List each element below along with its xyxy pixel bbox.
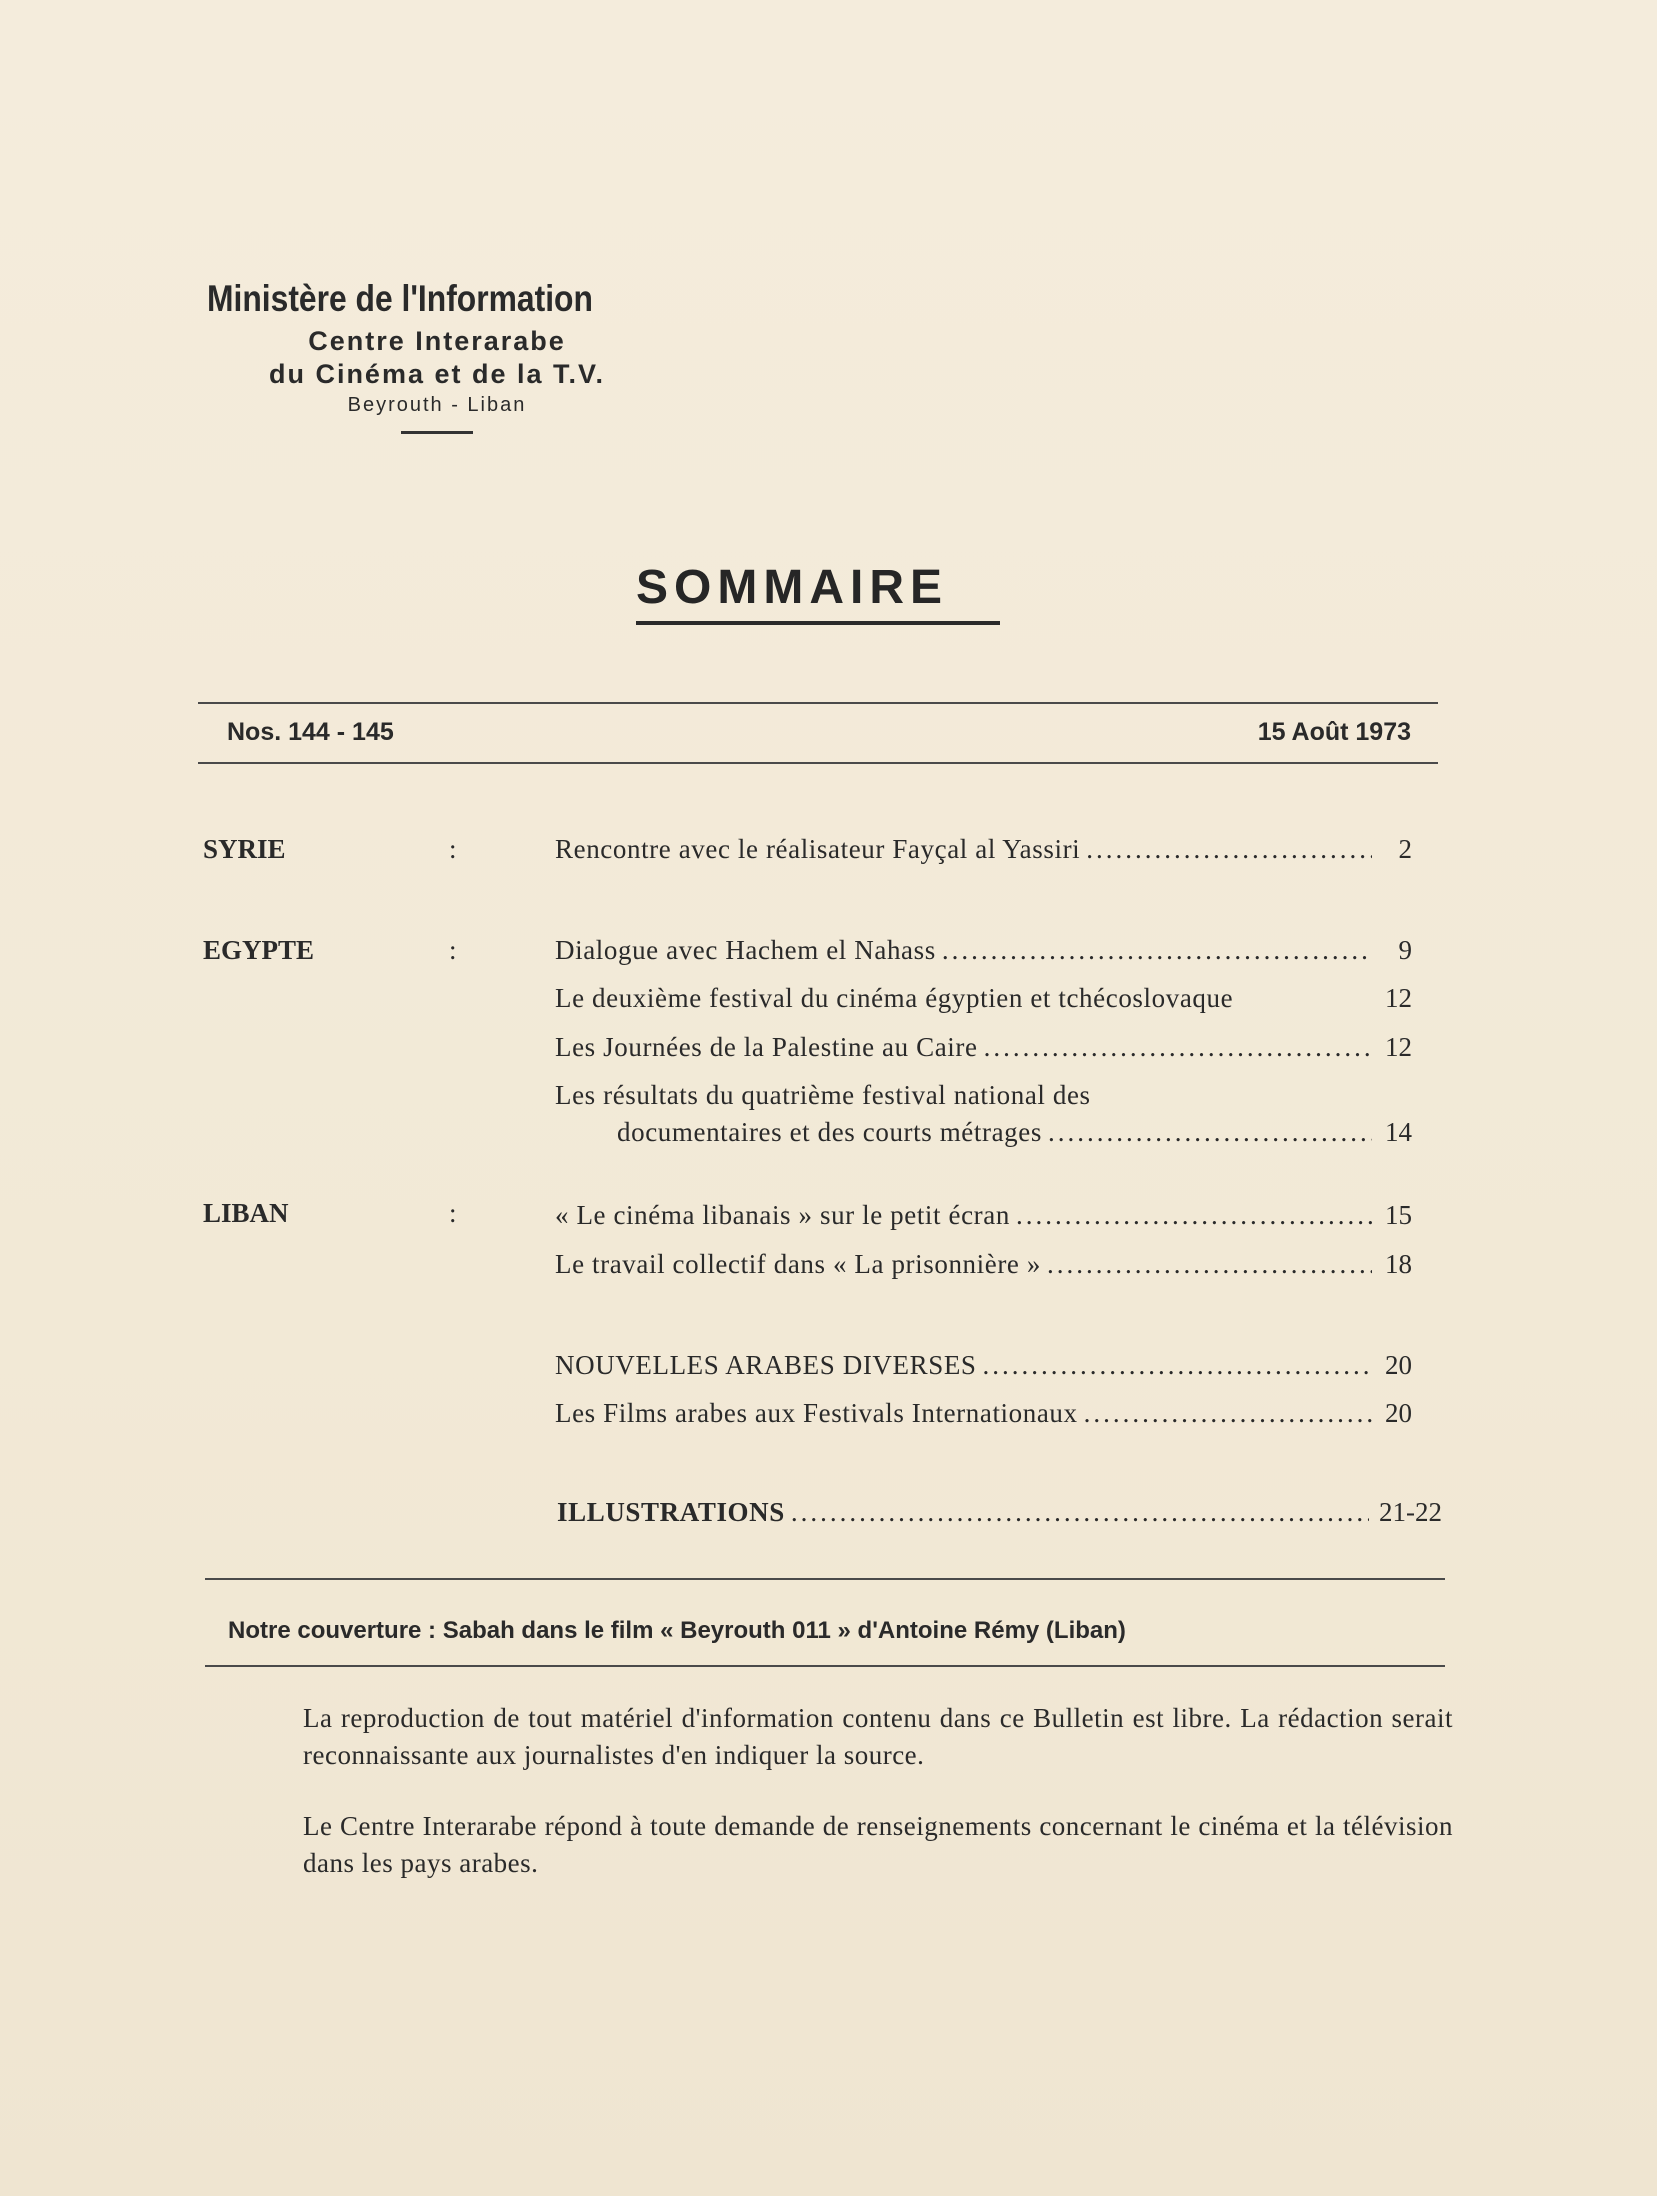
toc-leader-dots — [942, 935, 1372, 966]
toc-entry — [555, 1200, 1412, 1234]
letterhead — [207, 278, 667, 434]
issue-rule-top — [198, 702, 1438, 704]
toc-entry — [555, 983, 1412, 1017]
toc-entry-page: 18 — [1385, 1249, 1412, 1279]
section-country-liban: LIBAN — [203, 1198, 289, 1228]
toc-entry-illustrations — [557, 1497, 1442, 1531]
toc-leader-dots — [1084, 1398, 1372, 1429]
toc-entry-page: 12 — [1385, 1032, 1412, 1062]
title-block — [636, 560, 1000, 625]
title-underline — [636, 621, 1000, 625]
toc-entry-title: Le travail collectif dans « La prisonnière » — [555, 1249, 1041, 1279]
section-country-egypte: EGYPTE — [203, 935, 315, 965]
toc-entry-title: Les Journées de la Palestine au Caire — [555, 1032, 978, 1062]
toc-entry-title: « Le cinéma libanais » sur le petit écran — [555, 1200, 1010, 1230]
toc-leader-dots — [984, 1032, 1372, 1063]
section-colon: : — [449, 834, 457, 864]
toc-entry-page: 21-22 — [1379, 1497, 1442, 1527]
toc-leader-dots — [1048, 1117, 1372, 1148]
page-title: SOMMAIRE — [636, 561, 948, 614]
issue-number: Nos. 144 - 145 — [227, 718, 394, 746]
toc-entry — [555, 1398, 1412, 1432]
centre-name-line1: Centre Interarabe — [308, 326, 566, 356]
toc-leader-dots — [1086, 834, 1372, 865]
toc-leader-dots — [1047, 1249, 1372, 1280]
reproduction-notice: La reproduction de tout matériel d'information contenu dans ce Bulletin est libre. La rédaction serait reconnaissante aux journalistes d'en indiquer la source. — [303, 1703, 1453, 1770]
toc-entry-page: 2 — [1398, 834, 1412, 864]
cover-rule-top — [205, 1578, 1445, 1580]
cover-caption: Notre couverture : Sabah dans le film « Beyrouth 011 » d'Antoine Rémy (Liban) — [228, 1617, 1126, 1644]
toc-entry-page: 15 — [1385, 1200, 1412, 1230]
toc-entry-page: 20 — [1385, 1350, 1412, 1380]
toc-entry-continuation — [617, 1117, 1412, 1151]
toc-entry-page: 12 — [1385, 983, 1412, 1013]
ministry-name: Ministère de l'Information — [207, 278, 593, 319]
section-colon: : — [449, 935, 457, 965]
section-country-syrie: SYRIE — [203, 834, 286, 864]
toc-entry-title: documentaires et des courts métrages — [617, 1117, 1042, 1147]
toc-entry — [555, 834, 1412, 868]
toc-entry-title: Les Films arabes aux Festivals Internationaux — [555, 1398, 1078, 1428]
issue-rule-bottom — [198, 762, 1438, 764]
toc-entry — [555, 1032, 1412, 1066]
city-line: Beyrouth - Liban — [347, 394, 527, 416]
toc-leader-dots — [791, 1497, 1369, 1528]
toc-entry-title: Dialogue avec Hachem el Nahass — [555, 935, 936, 965]
section-colon: : — [449, 1198, 457, 1228]
toc-entry — [555, 1350, 1412, 1384]
toc-entry-title: NOUVELLES ARABES DIVERSES — [555, 1350, 977, 1380]
toc-leader-dots — [1016, 1200, 1372, 1231]
issue-date: 15 Août 1973 — [1257, 718, 1411, 746]
toc-entry — [555, 935, 1412, 969]
cover-rule-bottom — [205, 1665, 1445, 1667]
toc-entry-page: 20 — [1385, 1398, 1412, 1428]
toc-entry — [555, 1080, 1412, 1114]
toc-entry-title: Les résultats du quatrième festival national des — [555, 1080, 1091, 1110]
toc-entry-title: ILLUSTRATIONS — [557, 1497, 785, 1527]
toc-entry — [555, 1249, 1412, 1283]
toc-entry-page: 9 — [1398, 935, 1412, 965]
toc-leader-dots — [983, 1350, 1372, 1381]
toc-entry-page: 14 — [1385, 1117, 1412, 1147]
letterhead-rule — [401, 431, 473, 434]
toc-entry-title: Rencontre avec le réalisateur Fayçal al Yassiri — [555, 834, 1081, 864]
information-notice: Le Centre Interarabe répond à toute demande de renseignements concernant le cinéma et la télévision dans les pays arabes. — [303, 1811, 1453, 1878]
toc-entry-title: Le deuxième festival du cinéma égyptien et tchécoslovaque — [555, 983, 1234, 1013]
centre-name-line2: du Cinéma et de la T.V. — [268, 359, 606, 389]
